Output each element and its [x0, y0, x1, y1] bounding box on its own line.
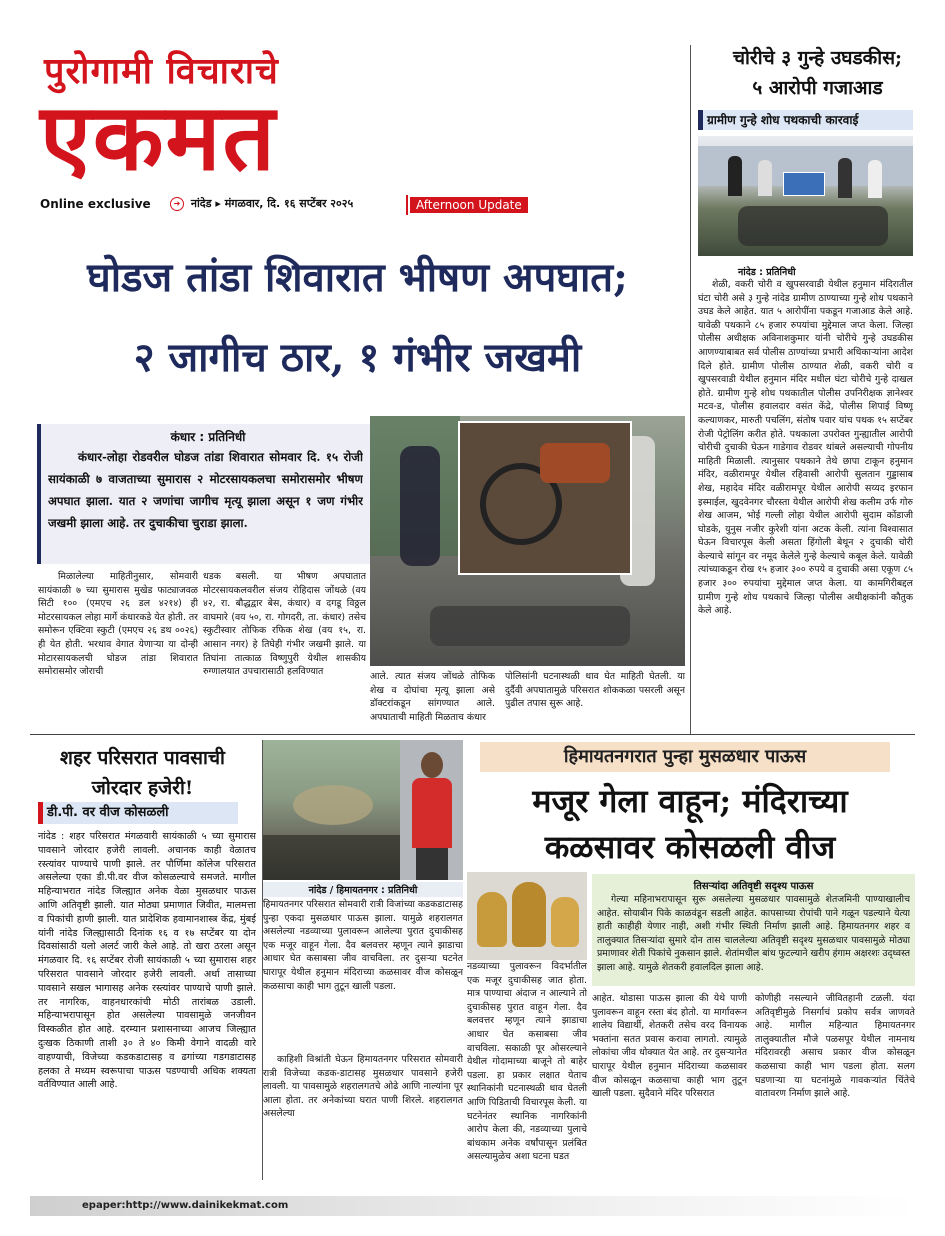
rain-headline-1: शहर परिसरात पावसाची — [60, 747, 225, 769]
rain-subhead-text: डी.पी. वर वीज कोसळली — [47, 805, 169, 820]
rainfall-box-text: गेल्या महिनाभरापासून सुरू असलेल्या मुसळधार पावसामुळे शेतजमिनी पाण्याखालीच आहेत. सोयाबीन पिके काळवंडून सडली आहेत. कापसाच्या रोपांची पाने गळून पडल्याने येत्या हाती काहीही येणार नाही, अशी गंभीर स्थिती निर्माण झाली आहे. हिमायतनगर शहर व तालुक्यात तिसऱ्यांदा सुमारे दोन तास चाललेल्या अतिवृष्टी सदृश्य मुसळधार पावसामुळे मोठ्या प्रमाणावर शेती पिकांचे नुकसान झाले. शेतांमधील बांध फुटल्याने खरीप हंगाम अक्षरशः उद्ध्वस्त झाला आहे. यामुळे शेतकरी हवालदिल झाला आहे. — [597, 894, 910, 973]
lead-byline: कंधार : प्रतिनिधी — [170, 430, 246, 444]
rain-body: नांदेड : शहर परिसरात मंगळवारी सायंकाळी ५ च्या सुमारास पावसाने जोरदार हजेरी लावली. अचानक काही वेळातच रस्त्यांवर पाण्याचे पाणी झाले. तर पौर्णिमा कॉलेज परिसरात असलेल्या एका डी.पी.वर वीज कोसळल्याचे समजते. मागील महिन्याभरात नांदेड जिल्ह्यात अनेक वेळा मुसळधार पाऊस आणि अतिवृष्टी झाली. यात मोठ्या प्रमाणात जिवीत, मालमत्ता व पिकांची हाणी झाली. यात प्रादेशिक हवामानशास्त्र केंद्र, मुंबई यांनी नांदेड जिल्ह्यासाठी दिनांक १६ व १७ सप्टेंबर या दोन दिवसांसाठी यलो अलर्ट जारी केले आहे. तो खरा ठरला असून मंगळवार दि. १६ सप्टेंबर रोजी सायंकाळी ५ च्या सुमारास शहर परिसरात पावसाने जोरदार हजेरी लावली. अर्धा तासाच्या पावसाने सखल भागासह अनेक रस्त्यांवर पाण्याचे पाणी झाले. तर नागरिक, वाहनधारकांची मोठी तारांबळ उडाली. महिन्याभरापासून होत असलेल्या पावसामुळे जनजीवन विस्कळीत होत आहे. दरम्यान प्रशासनाच्या आजच जिल्ह्यात दुःखक ठिकाणी ताशी ३० ते ४० किमी वेगाने वादळी वारे वाहण्याची, विजेच्या कडकडाटासह व ढगांच्या गडगडाटासह हलका ते मध्यम स्वरूपाचा पाऊस पडण्याची अधिक शक्यता वर्तविण्यात आली आहे. — [38, 831, 256, 1091]
side-body: शेळी, वकरी चोरी व खुपसरवाडी येथील हनुमान मंदिरातील घंटा चोरी असे ३ गुन्हे नांदेड ग्रामीण ठाण्याच्या गुन्हे शोध पथकाने उघड केले आहेत. यात ५ आरोपींना पकडून गजाआड केले आहे. यावेळी पथकाने ८५ हजार रुपयांचा मुद्देमाल जप्त केला. जिल्हा पोलीस अधीक्षक अविनाशकुमार यांनी चोरीचे गुन्हे उघडकीस आणण्याबाबत सर्व पोलीस ठाण्यांच्या प्रभारी अधिकाऱ्यांना आदेश दिले होते. ग्रामीण पोलीस ठाण्यात शेळी, वकरी चोरी व खुपसरवाडी येथील हनुमान मंदिर मधील घंटा चोरीचे गुन्हे दाखल होते. ग्रामीण गुन्हे शोध पथकातील पोलीस उपनिरीक्षक ज्ञानेश्वर मटव-ड, पोलीस हवालदार वसंत केंद्रे, पोलीस शिपाई विष्णू कल्याणकर, मारुती पचलिंग, संतोष पवार यांच पथक १५ सप्टेंबर रोजी पेट्रोलिंग करीत होते. पथकाला उपरोक्त गुन्ह्यातील आरोपी चोरीची दुचाकी घेऊन गाडेगाव रोडवर थांबले असल्याची गोपनीय माहिती मिळाली. त्यानुसार पथकाने तेथे छापा टाकून हनुमान मंदिर, वळीरामपूर येथील रहिवासी आरोपी सुलतान गुड्डासाब शेख, महादेव मंदिर वळीरामपूर येथील आरोपी सय्यद इरफान इस्माईल, खुदवेनगर चौरस्ता येथील आरोपी शेख कलीम उर्फ गोरु शेख आजम, भोई गल्ली लोहा येथील आरोपी सुदाम कोंडाजी घोडके, युनुस नजीर कुरेशी यांना अटक केली. त्यांना विश्वासात घेऊन विचारपूस केली असता हिंगोली बेथून २ दुचाकी चोरी केल्याचे सांगून वर नमूद केलेले गुन्हे केल्याचे कबूल केले. यावेळी त्यांच्याकडून रोख १५ हजार ३०० रुपये व दुचाकी असा एकूण ८५ हजार ३०० रुपयांचा मुद्देमाल जप्त केला. या कामगिरीबद्दल ग्रामीण गुन्हे शोध पथकाचे जिल्हा पोलीस अधीक्षकांनी कौतुक केले आहे. — [698, 279, 913, 617]
side-headline-2: ५ आरोपी गजाआड — [752, 77, 883, 99]
side-headline-1: चोरीचे ३ गुन्हे उघडकीस; — [732, 47, 903, 69]
lead-col-3: आले. त्यात संजय जोंधळे तोफिक शेख व दोघांचा मृत्यू झाला असे डॉक्टरांकडून सांगण्यात आले. अपघाताची माहिती मिळताच कंधार — [370, 671, 495, 723]
rain-subhead-marker — [38, 802, 43, 824]
side-column-rule — [690, 45, 691, 735]
side-story-photo — [698, 136, 913, 256]
rain-subhead — [38, 802, 238, 824]
lead-intro: कंधार-लोहा रोडवरील घोडज तांडा शिवारात सोमवार दि. १५ रोजी सायंकाळी ७ वाजताच्या सुमारास २ मोटरसायकलचा समोरासमोर भीषण अपघात झाला. यात २ जणांचा जागीच मृत्यू झाला असून १ जण गंभीर जखमी झाला आहे. तर दुचाकीचा चुराडा झाला. — [48, 450, 363, 530]
himayat-headline-2: कळसावर कोसळली वीज — [544, 828, 836, 866]
side-subhead-marker — [698, 110, 703, 130]
lead-headline-2: २ जागीच ठार, १ गंभीर जखमी — [133, 334, 582, 381]
side-subhead — [698, 110, 913, 130]
himayat-byline: नांदेड / हिमायतनगर : प्रतिनिधी — [263, 882, 463, 897]
lead-col-2: धडक बसली. या भीषण अपघातात मोटरसायकलवरील संजय रोहिदास जोंधळे (वय ४२, रा. बौद्धद्वार बेस, कंधार) व दगडू विठ्ठल वाघमारे (वय ५०, रा. गोगदरी, ता. कंधार) तसेच स्कुटीस्वार तोफिक रफिक शेख (वय १५, रा. आसान नगर) हे तिघेही गंभीर जखमी झाले. या तिघांना तात्काळ विष्णुपुरी येथील शासकीय रुग्णालयात उपचारासाठी हलविण्यात — [203, 571, 366, 678]
section-divider — [30, 734, 915, 735]
victim-photo — [400, 740, 463, 880]
lead-col-4: पोलिसांनी घटनास्थळी धाव घेत माहिती घेतली. या दुर्दैवी अपघातामुळे परिसरात शोककळा पसरली असून पुढील तपास सुरू आहे. — [505, 671, 685, 710]
himayat-col-4: कोणीही नसल्याने जीवितहानी टळली. यंदा अतिवृष्टीमुळे निसर्गाचं प्रकोप सर्वत्र जाणवते आहे. मागील महिन्यात हिमायतनगर तालुक्यातील मौजे पळसपूर येथील नामनाथ मंदिरावरही असाच प्रकार वीज कोसळून कळसाचा काही भाग पडला होता. सलग घडणाऱ्या या घटनांमुळे गावकऱ्यांत चिंतेचे वातावरण निर्माण झाले आहे. — [755, 993, 915, 1100]
himayat-col-1: हिमायतनगर परिसरात सोमवारी रात्री विजांच्या कडकडाटासह पुन्हा एकदा मुसळधार पाऊस झाला. यामुळे शहरालगत असलेल्या नडव्याच्या पुलावरून आलेल्या पुरात दुचाकीसह एक मजूर वाहून गेला. दैव बलवत्तर म्हणून त्याने झाडाचा आधार घेत कसाबसा जीव वाचविला. तर दुसऱ्या घटनेत घारापूर येथील हनुमान मंदिराच्या कळसावर वीज कोसळून कळसाचा काही भाग तुटून खाली पडला. — [263, 899, 463, 992]
footer-url[interactable]: epaper:http://www.dainikekmat.com — [82, 1200, 289, 1211]
online-exclusive-label: Online exclusive — [40, 197, 151, 211]
lead-accident-photo — [370, 416, 685, 666]
side-subhead-text: ग्रामीण गुन्हे शोध पथकाची कारवाई — [707, 113, 859, 127]
dateline-text: नांदेड ▸ मंगळवार, दि. १६ सप्टेंबर २०२५ — [190, 197, 354, 210]
himayat-col-3: आहेत. थोडासा पाऊस झाला की येथे पाणी पुलावरून वाहून रस्ता बंद होतो. या मार्गावरून शालेय विद्यार्थी, शेतकरी तसेच वरद विनायक भक्तांना सतत प्रवास करावा लागतो. त्यामुळे लोकांचा जीव धोक्यात येत आहे. तर दुसऱ्यानेत घारापूर येथील हनुमान मंदिराच्या कळसावर वीज कोसळून कळसाचा काही भाग तुटून खाली पडला. सुदैवाने मंदिर परिसरात — [592, 993, 747, 1100]
arrow-icon: ➜ — [170, 197, 184, 211]
himayat-col-1b: काहिशी विश्रांती घेऊन हिमायतनगर परिसरात सोमवारी रात्री विजेच्या कडक-डाटासह मुसळधार पावसाने हजेरी लावली. या पावसामुळे शहरालगतचे ओढे आणि नाल्यांना पूर आला होता. तर अनेकांच्या घरात पाणी शिरले. शहरालगत असलेल्या — [263, 1054, 463, 1120]
himayat-headline-1: मजूर गेला वाहून; मंदिराच्या — [532, 782, 848, 820]
masthead-tagline: पुरोगामी विचाराचे — [44, 50, 279, 92]
side-byline: नांदेड : प्रतिनिधी — [738, 267, 796, 278]
rain-headline-2: जोरदार हजेरी! — [91, 777, 194, 799]
masthead-divider — [406, 195, 408, 215]
lead-col-1: मिळालेल्या माहितीनुसार, सोमवारी सायंकाळी ७ च्या सुमारास मुखेड फाट्याजवळ सिटी १०० (एमएच २६ डल ४२१४) ही मोटरसायकल लोहा मार्गे कंधारकडे येत होती. तर समोरून एक्टिवा स्कुटी (एमएच २६ डथ ००२६) ही येत होती. भरधाव वेगात येणाऱ्या या दोन्ही मोटारसायकलची घोडज तांडा शिवारात समोरासमोर जोराची — [38, 571, 198, 678]
masthead-title: एकमत — [40, 83, 277, 191]
rainfall-box-title: तिसऱ्यांदा अतिवृष्टी सदृश्य पाऊस — [693, 881, 814, 892]
dateline — [170, 196, 353, 211]
flood-photo — [263, 740, 400, 880]
afternoon-update-badge: Afternoon Update — [410, 197, 528, 213]
himayat-banner: हिमायतनगरात पुन्हा मुसळधार पाऊस — [480, 742, 890, 772]
temple-kalash-photo — [467, 872, 587, 960]
lead-headline-1: घोडज तांडा शिवारात भीषण अपघात; — [87, 254, 628, 301]
himayat-col-2: नडव्याच्या पुलावरून विदर्भातील एक मजूर दुचाकीसह जात होता. मात्र पाण्याचा अंदाज न आल्याने तो दुचाकीसह पुरात वाहून गेला. दैव बलवत्तर म्हणून त्याने झाडाचा आधार घेत कसाबसा जीव वाचविला. सकाळी पूर ओसरल्याने येथील गोदामाच्या बाजूने तो बाहेर पडला. हा प्रकार लक्षात येताच स्थानिकांनी घटनास्थळी धाव घेतली आणि पिडिताची विचारपूस केली. या घटनेनंतर स्थानिक नागरिकांनी आरोप केला की, नडव्याच्या पुलाचे बांधकाम अनेक वर्षांपासून प्रलंबित असल्यामुळेच अशा घटना घडत — [467, 961, 587, 1163]
